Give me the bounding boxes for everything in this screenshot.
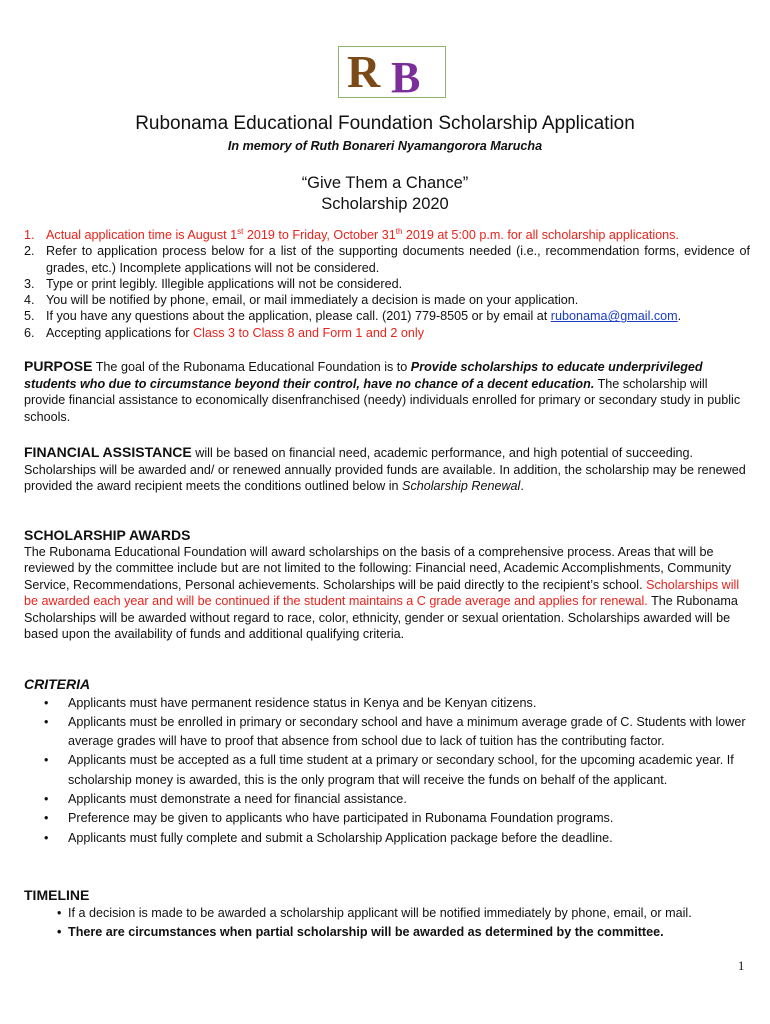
bullet: • [44, 830, 49, 845]
timeline-item [24, 923, 748, 942]
criteria-text: Applicants must demonstrate a need for financial assistance. [68, 791, 407, 806]
instruction-item-2 [24, 243, 750, 276]
bullet: • [44, 811, 49, 826]
timeline-item [24, 904, 748, 923]
criteria-item [24, 751, 748, 790]
bullet: • [44, 791, 49, 806]
criteria-item [24, 713, 748, 752]
timeline-list [24, 904, 748, 942]
criteria-list [24, 694, 748, 848]
instruction-item-3 [24, 276, 750, 292]
instruction-item-6 [24, 325, 750, 341]
instruction-text: You will be notified by phone, email, or mail immediately a decision is made on your application. [46, 293, 579, 308]
instruction-number: 5. [24, 309, 35, 324]
criteria-item [24, 790, 748, 809]
instructions-list [24, 227, 750, 341]
logo-letter-r: R [347, 46, 379, 97]
awards-body-1: The Rubonama Educational Foundation will award scholarships on the basis of a comprehensive process. Areas that will be reviewed by the committee include but are not limited to the following: Financial need, Academic Accomplishments, Community Service, Recommendations, Personal achievements. Scholarships will be paid directly to the recipient’s school. [24, 544, 731, 592]
bullet: • [44, 753, 49, 768]
bullet: • [57, 924, 62, 939]
eligible-classes: Class 3 to Class 8 and Form 1 and 2 only [193, 325, 425, 340]
bullet: • [44, 695, 49, 710]
awards-paragraph [24, 544, 748, 643]
purpose-intro: The goal of the Rubonama Educational Foundation is to [92, 360, 411, 374]
purpose-heading: PURPOSE [24, 358, 93, 374]
criteria-text: Applicants must be accepted as a full time student at a primary or secondary school, for the upcoming academic year. If scholarship money is awarded, this is the only program that will receive the funds on behalf of the applicant. [68, 753, 734, 787]
financial-end: . [520, 479, 524, 493]
superscript: th [395, 227, 403, 236]
slogan: “Give Them a Chance” [301, 174, 469, 192]
instruction-number: 1. [24, 228, 35, 242]
instruction-text: If you have any questions about the application, please call. (201) 779-8505 or by email at [46, 309, 551, 324]
instruction-text: . [677, 309, 682, 324]
criteria-text: Applicants must be enrolled in primary or secondary school and have a minimum average grade of C. Students with lower average grades will have to proof that absence from school due to lack of tuition has the contributing factor. [68, 714, 746, 749]
criteria-text: Applicants must fully complete and submit a Scholarship Application package before the deadline. [68, 830, 613, 845]
purpose-section [24, 358, 748, 425]
criteria-section [24, 676, 748, 848]
purpose-body: The scholarship will provide financial assistance to economically disenfranchised (needy) individuals enrolled for primary or secondary study in public schools. [24, 376, 741, 424]
logo-letter-b: B [391, 53, 421, 102]
financial-body: will be based on financial need, academic performance, and high potential of succeeding. Scholarships will be awarded and/ or renewed annually provided funds are available. In addition, the scholarship may be renewed provided the award recipient meets the conditions outlined below in [24, 446, 746, 493]
instruction-text: 2019 to Friday, October 31 [243, 228, 396, 242]
awards-renewal-note: Scholarships will be awarded each year and will be continued if the student maintains a C grade average and applies for renewal. [24, 577, 740, 608]
awards-body-2: The Rubonama Scholarships will be awarded without regard to race, color, ethnicity, gender or sexual orientation. Scholarships awarded will be based upon the availability of funds and additional qualifying criteria. [24, 594, 738, 641]
instruction-text: Accepting applications for [46, 325, 194, 340]
criteria-heading: CRITERIA [24, 676, 91, 692]
timeline-heading: TIMELINE [24, 887, 90, 903]
instruction-number: 3. [24, 276, 35, 291]
criteria-item [24, 829, 748, 848]
financial-section [24, 444, 748, 495]
page-number: 1 [738, 959, 745, 973]
email-link[interactable]: rubonama@gmail.com [550, 309, 678, 324]
timeline-section [24, 887, 748, 942]
instruction-number: 6. [24, 325, 35, 340]
scholarship-year: Scholarship 2020 [321, 195, 449, 213]
timeline-text: There are circumstances when partial scholarship will be awarded as determined by the committee. [68, 924, 664, 939]
superscript: st [237, 227, 244, 236]
bullet: • [44, 714, 49, 729]
memorial-subtitle: In memory of Ruth Bonareri Nyamangorora Marucha [227, 139, 543, 153]
criteria-item [24, 694, 748, 713]
instruction-text: 2019 at 5:00 p.m. for all scholarship applications. [402, 228, 679, 242]
instruction-text: Refer to application process below for a list of the supporting documents needed (i.e., recommendation forms, evidence of grades, etc.) Incomplete applications will not be considered. [46, 244, 750, 275]
bullet: • [57, 905, 62, 920]
awards-heading: SCHOLARSHIP AWARDS [24, 527, 191, 543]
instruction-text: Type or print legibly. Illegible applications will not be considered. [46, 276, 403, 291]
instruction-item-4 [24, 292, 750, 308]
financial-heading: FINANCIAL ASSISTANCE [24, 444, 192, 460]
instruction-item-5 [24, 308, 750, 324]
instruction-number: 2. [24, 244, 35, 259]
instruction-item-1 [24, 227, 750, 243]
criteria-item [24, 809, 748, 828]
renewal-reference: Scholarship Renewal [402, 479, 521, 493]
purpose-emphasis: Provide scholarships to educate underprivileged students who due to circumstance beyond their control, have no chance of a decent education. [24, 360, 703, 391]
criteria-text: Applicants must have permanent residence status in Kenya and be Kenyan citizens. [68, 695, 537, 710]
instruction-text: Actual application time is August 1 [46, 228, 238, 242]
timeline-text: If a decision is made to be awarded a scholarship applicant will be notified immediately by phone, email, or mail. [68, 905, 692, 920]
criteria-text: Preference may be given to applicants who have participated in Rubonama Foundation programs. [68, 811, 614, 826]
document-title: Rubonama Educational Foundation Scholarship Application [135, 113, 635, 134]
awards-section [24, 527, 748, 643]
instruction-number: 4. [24, 293, 35, 308]
logo [338, 46, 446, 102]
